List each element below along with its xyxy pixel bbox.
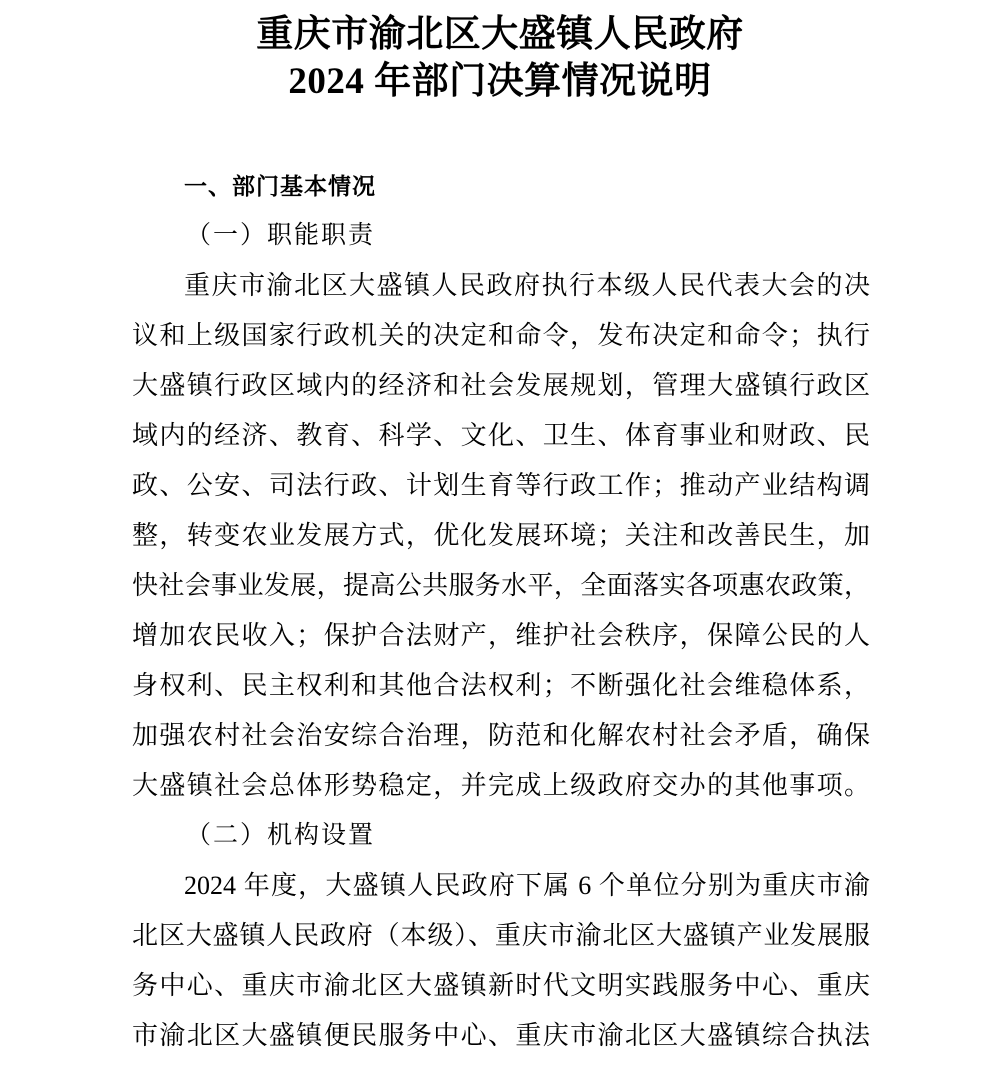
paragraph-line: 市渝北区大盛镇便民服务中心、重庆市渝北区大盛镇综合执法 [132, 1021, 870, 1050]
document-body [132, 161, 870, 1061]
paragraph-line: 北区大盛镇人民政府（本级）、重庆市渝北区大盛镇产业发展服 [132, 921, 870, 950]
paragraph-line: 2024 年度，大盛镇人民政府下属 6 个单位分别为重庆市渝 [184, 871, 870, 900]
paragraph-line: 身权利、民主权利和其他合法权利；不断强化社会维稳体系， [132, 671, 870, 700]
paragraph-line: 议和上级国家行政机关的决定和命令，发布决定和命令；执行 [132, 321, 870, 350]
subsection-heading-organization-setup: （二）机构设置 [186, 822, 376, 849]
paragraph-line: 域内的经济、教育、科学、文化、卫生、体育事业和财政、民 [132, 421, 870, 450]
subsection-heading-functions-duties: （一）职能职责 [186, 222, 376, 249]
title-line-2: 2024 年部门决算情况说明 [288, 61, 712, 102]
paragraph-line: 增加农民收入；保护合法财产，维护社会秩序，保障公民的人 [132, 621, 870, 650]
paragraph-organization-setup [132, 861, 870, 1061]
paragraph-line: 大盛镇行政区域内的经济和社会发展规划，管理大盛镇行政区 [132, 371, 870, 400]
paragraph-line: 政、公安、司法行政、计划生育等行政工作；推动产业结构调 [132, 471, 870, 500]
document-title [0, 0, 1000, 105]
paragraph-functions-duties [132, 261, 870, 811]
paragraph-line: 快社会事业发展，提高公共服务水平，全面落实各项惠农政策， [132, 571, 870, 600]
paragraph-line: 务中心、重庆市渝北区大盛镇新时代文明实践服务中心、重庆 [132, 971, 870, 1000]
paragraph-line: 大盛镇社会总体形势稳定，并完成上级政府交办的其他事项。 [132, 771, 870, 800]
title-line-1: 重庆市渝北区大盛镇人民政府 [256, 14, 744, 55]
paragraph-line: 重庆市渝北区大盛镇人民政府执行本级人民代表大会的决 [184, 271, 870, 300]
paragraph-line: 整，转变农业发展方式，优化发展环境；关注和改善民生，加 [132, 521, 870, 550]
paragraph-line: 加强农村社会治安综合治理，防范和化解农村社会矛盾，确保 [132, 721, 870, 750]
section-heading-basic-situation: 一、部门基本情况 [184, 173, 376, 199]
